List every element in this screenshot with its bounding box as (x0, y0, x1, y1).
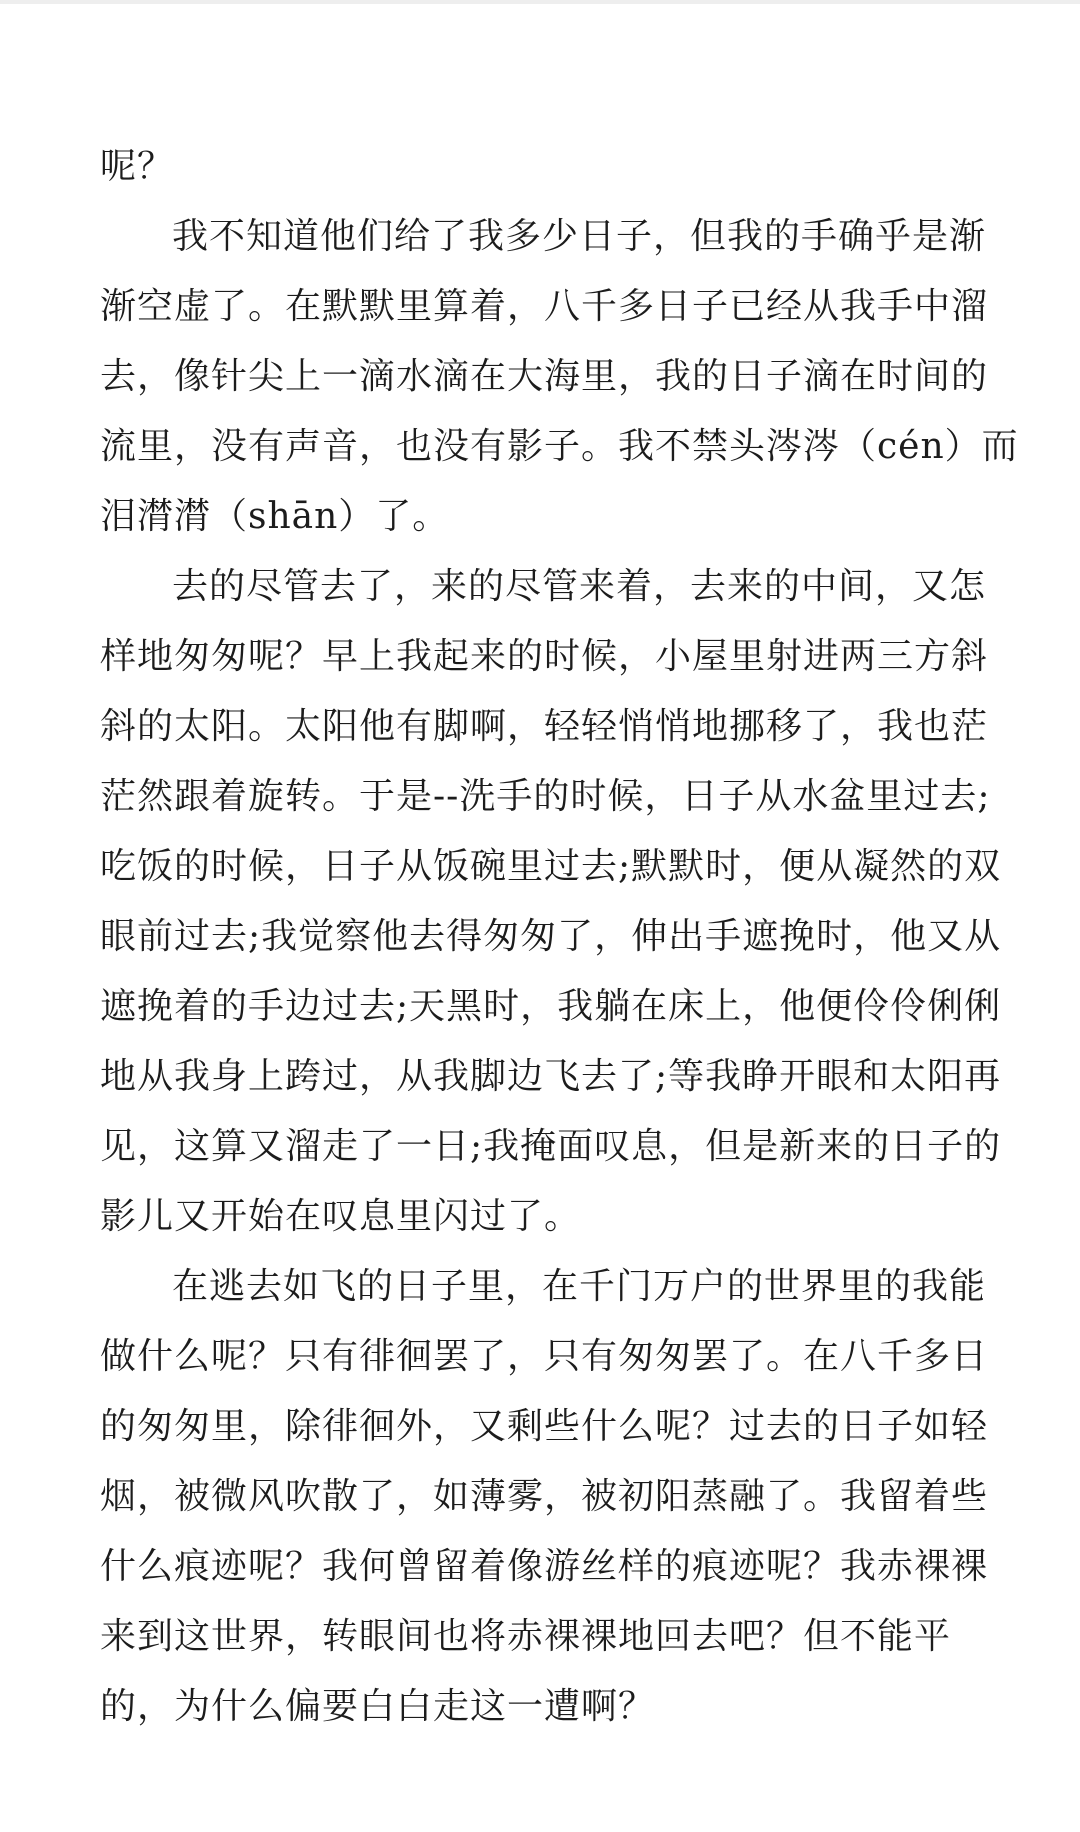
paragraph: 在逃去如飞的日子里，在千门万户的世界里的我能做什么呢？只有徘徊罢了，只有匆匆罢了。在八千多日的匆匆里，除徘徊外，又剩些什么呢？过去的日子如轻烟，被微风吹散了，如薄雾，被初阳蒸融了。我留着些什么痕迹呢？我何曾留着像游丝样的痕迹呢？我赤裸裸来到这世界，转眼间也将赤裸裸地回去吧？但不能平的，为什么偏要白白走这一遭啊？ (100, 1266, 989, 1727)
document-body (100, 132, 1020, 1742)
paragraph: 去的尽管去了，来的尽管来着，去来的中间，又怎样地匆匆呢？早上我起来的时候，小屋里射进两三方斜斜的太阳。太阳他有脚啊，轻轻悄悄地挪移了，我也茫茫然跟着旋转。于是--洗手的时候，日子从水盆里过去;吃饭的时候，日子从饭碗里过去;默默时，便从凝然的双眼前过去;我觉察他去得匆匆了，伸出手遮挽时，他又从遮挽着的手边过去;天黑时，我躺在床上，他便伶伶俐俐地从我身上跨过，从我脚边飞去了;等我睁开眼和太阳再见，这算又溜走了一日;我掩面叹息，但是新来的日子的影儿又开始在叹息里闪过了。 (100, 566, 1002, 1237)
top-divider (0, 0, 1080, 4)
paragraph-continuation: 呢？ (100, 146, 175, 187)
paragraph: 我不知道他们给了我多少日子，但我的手确乎是渐渐空虚了。在默默里算着，八千多日子已经从我手中溜去，像针尖上一滴水滴在大海里，我的日子滴在时间的流里，没有声音，也没有影子。我不禁头涔涔（cén）而泪潸潸（shān）了。 (100, 216, 1019, 537)
